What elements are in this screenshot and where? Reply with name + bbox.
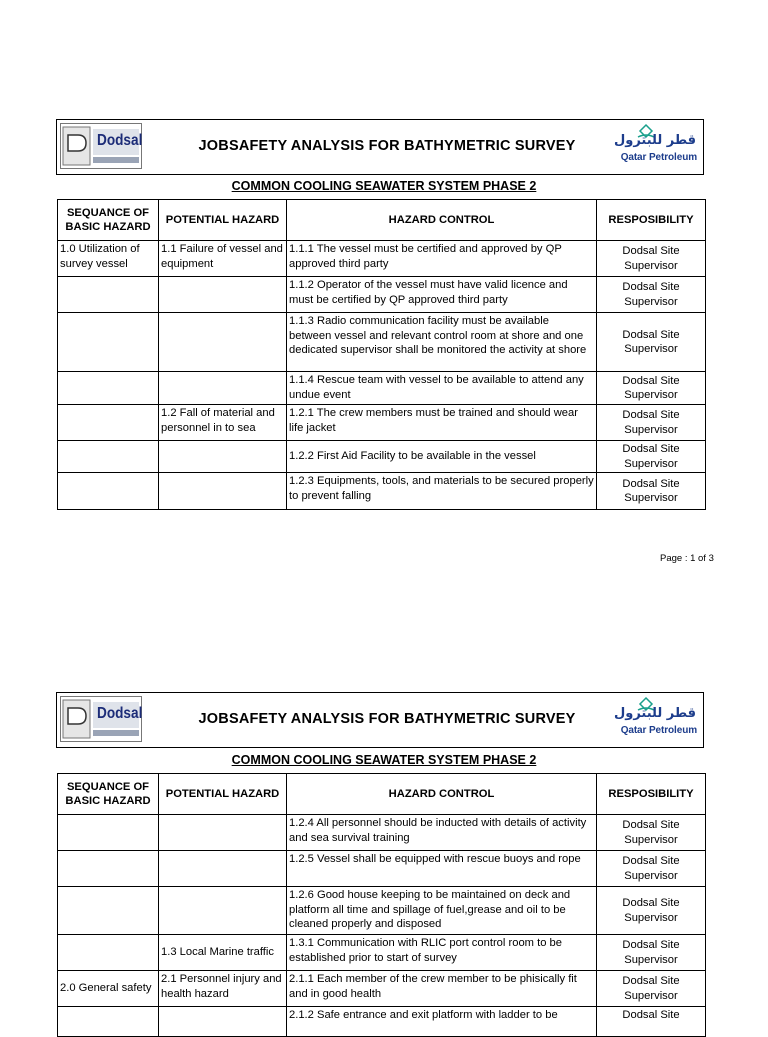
page2-hazard-table: [57, 773, 706, 1037]
cell-hazard-control: 1.1.4 Rescue team with vessel to be available to attend any undue event: [287, 372, 597, 405]
cell-sequence: [58, 815, 159, 851]
table-row: [58, 473, 706, 510]
cell-responsibility: Dodsal Site Supervisor: [597, 473, 706, 510]
cell-potential-hazard: 1.2 Fall of material and personnel in to sea: [159, 405, 287, 441]
cell-responsibility: Dodsal Site Supervisor: [597, 313, 706, 372]
table-row: [58, 241, 706, 277]
cell-potential-hazard: [159, 473, 287, 510]
cell-potential-hazard: [159, 372, 287, 405]
cell-hazard-control: 1.2.4 All personnel should be inducted with details of activity and sea survival training: [287, 815, 597, 851]
cell-hazard-control: 1.2.1 The crew members must be trained and should wear life jacket: [287, 405, 597, 441]
table-row: [58, 441, 706, 473]
subtitle-text: COMMON COOLING SEAWATER SYSTEM PHASE 2: [231, 753, 537, 767]
page1-hazard-table: [57, 199, 706, 510]
cell-hazard-control: 1.1.1 The vessel must be certified and approved by QP approved third party: [287, 241, 597, 277]
table-row: [58, 405, 706, 441]
cell-hazard-control: 1.2.2 First Aid Facility to be available in the vessel: [287, 441, 597, 473]
qatar-petroleum-arabic: قطر للبترول: [613, 133, 696, 148]
document-title: JOBSAFETY ANALYSIS FOR BATHYMETRIC SURVEY: [198, 138, 576, 154]
cell-responsibility: Dodsal Site Supervisor: [597, 241, 706, 277]
page1-header: [56, 119, 704, 175]
cell-responsibility: Dodsal Site Supervisor: [597, 372, 706, 405]
cell-responsibility: Dodsal Site Supervisor: [597, 971, 706, 1007]
table-row: [58, 372, 706, 405]
cell-potential-hazard: [159, 277, 287, 313]
cell-potential-hazard: [159, 441, 287, 473]
cell-sequence: [58, 372, 159, 405]
cell-sequence: [58, 1007, 159, 1037]
page2-header: [56, 692, 704, 748]
table-header-row: [58, 774, 706, 815]
cell-hazard-control: 1.1.2 Operator of the vessel must have valid licence and must be certified by QP approved third party: [287, 277, 597, 313]
dodsal-logo-text: Dodsal: [97, 132, 143, 149]
cell-potential-hazard: [159, 313, 287, 372]
cell-sequence: [58, 277, 159, 313]
cell-hazard-control: 1.2.3 Equipments, tools, and materials to be secured properly to prevent falling: [287, 473, 597, 510]
col-header-sequence: SEQUANCE OF BASIC HAZARD: [58, 200, 159, 241]
table-header-row: [58, 200, 706, 241]
cell-sequence: [58, 851, 159, 887]
page1-subtitle: [0, 179, 768, 193]
col-header-hazard-control: HAZARD CONTROL: [287, 200, 597, 241]
table-row: [58, 887, 706, 935]
table-row: [58, 971, 706, 1007]
cell-responsibility: Dodsal Site Supervisor: [597, 887, 706, 935]
cell-sequence: [58, 405, 159, 441]
cell-responsibility: Dodsal Site Supervisor: [597, 815, 706, 851]
cell-sequence: [58, 441, 159, 473]
table-row: [58, 1007, 706, 1037]
qatar-petroleum-arabic: قطر للبترول: [613, 706, 696, 721]
cell-responsibility: Dodsal Site Supervisor: [597, 851, 706, 887]
subtitle-text: COMMON COOLING SEAWATER SYSTEM PHASE 2: [231, 179, 537, 193]
col-header-potential-hazard: POTENTIAL HAZARD: [159, 200, 287, 241]
cell-hazard-control: 1.2.5 Vessel shall be equipped with rescue buoys and rope: [287, 851, 597, 887]
cell-potential-hazard: [159, 851, 287, 887]
cell-hazard-control: 1.1.3 Radio communication facility must be available between vessel and relevant control room at shore and one dedicated supervisor shall be monitored the activity at shore: [287, 313, 597, 372]
table-row: [58, 815, 706, 851]
col-header-sequence: SEQUANCE OF BASIC HAZARD: [58, 774, 159, 815]
col-header-potential-hazard: POTENTIAL HAZARD: [159, 774, 287, 815]
cell-potential-hazard: [159, 887, 287, 935]
cell-sequence: 2.0 General safety: [58, 971, 159, 1007]
col-header-hazard-control: HAZARD CONTROL: [287, 774, 597, 815]
cell-hazard-control: 1.2.6 Good house keeping to be maintained on deck and platform all time and spillage of fuel,grease and oil to be cleaned properly and disposed: [287, 887, 597, 935]
qatar-petroleum-text: Qatar Petroleum: [620, 152, 697, 163]
cell-potential-hazard: 1.3 Local Marine traffic: [159, 935, 287, 971]
cell-sequence: [58, 887, 159, 935]
cell-responsibility: Dodsal Site Supervisor: [597, 277, 706, 313]
cell-hazard-control: 2.1.2 Safe entrance and exit platform with ladder to be: [287, 1007, 597, 1037]
cell-potential-hazard: 1.1 Failure of vessel and equipment: [159, 241, 287, 277]
page2-subtitle: [0, 753, 768, 767]
col-header-responsibility: RESPOSIBILITY: [597, 774, 706, 815]
qatar-petroleum-text: Qatar Petroleum: [620, 725, 697, 736]
cell-responsibility: Dodsal Site Supervisor: [597, 405, 706, 441]
cell-sequence: [58, 313, 159, 372]
cell-hazard-control: 2.1.1 Each member of the crew member to be phisically fit and in good health: [287, 971, 597, 1007]
document-title: JOBSAFETY ANALYSIS FOR BATHYMETRIC SURVEY: [198, 711, 576, 727]
table-row: [58, 935, 706, 971]
cell-hazard-control: 1.3.1 Communication with RLIC port control room to be established prior to start of survey: [287, 935, 597, 971]
cell-sequence: [58, 473, 159, 510]
cell-responsibility: Dodsal Site Supervisor: [597, 441, 706, 473]
table-row: [58, 851, 706, 887]
cell-responsibility: Dodsal Site: [597, 1007, 706, 1037]
cell-potential-hazard: [159, 1007, 287, 1037]
table-row: [58, 277, 706, 313]
table-row: [58, 313, 706, 372]
col-header-responsibility: RESPOSIBILITY: [597, 200, 706, 241]
dodsal-logo-text: Dodsal: [97, 705, 143, 722]
cell-sequence: 1.0 Utilization of survey vessel: [58, 241, 159, 277]
cell-potential-hazard: 2.1 Personnel injury and health hazard: [159, 971, 287, 1007]
page-number: Page : 1 of 3: [660, 553, 714, 564]
cell-potential-hazard: [159, 815, 287, 851]
cell-sequence: [58, 935, 159, 971]
cell-responsibility: Dodsal Site Supervisor: [597, 935, 706, 971]
